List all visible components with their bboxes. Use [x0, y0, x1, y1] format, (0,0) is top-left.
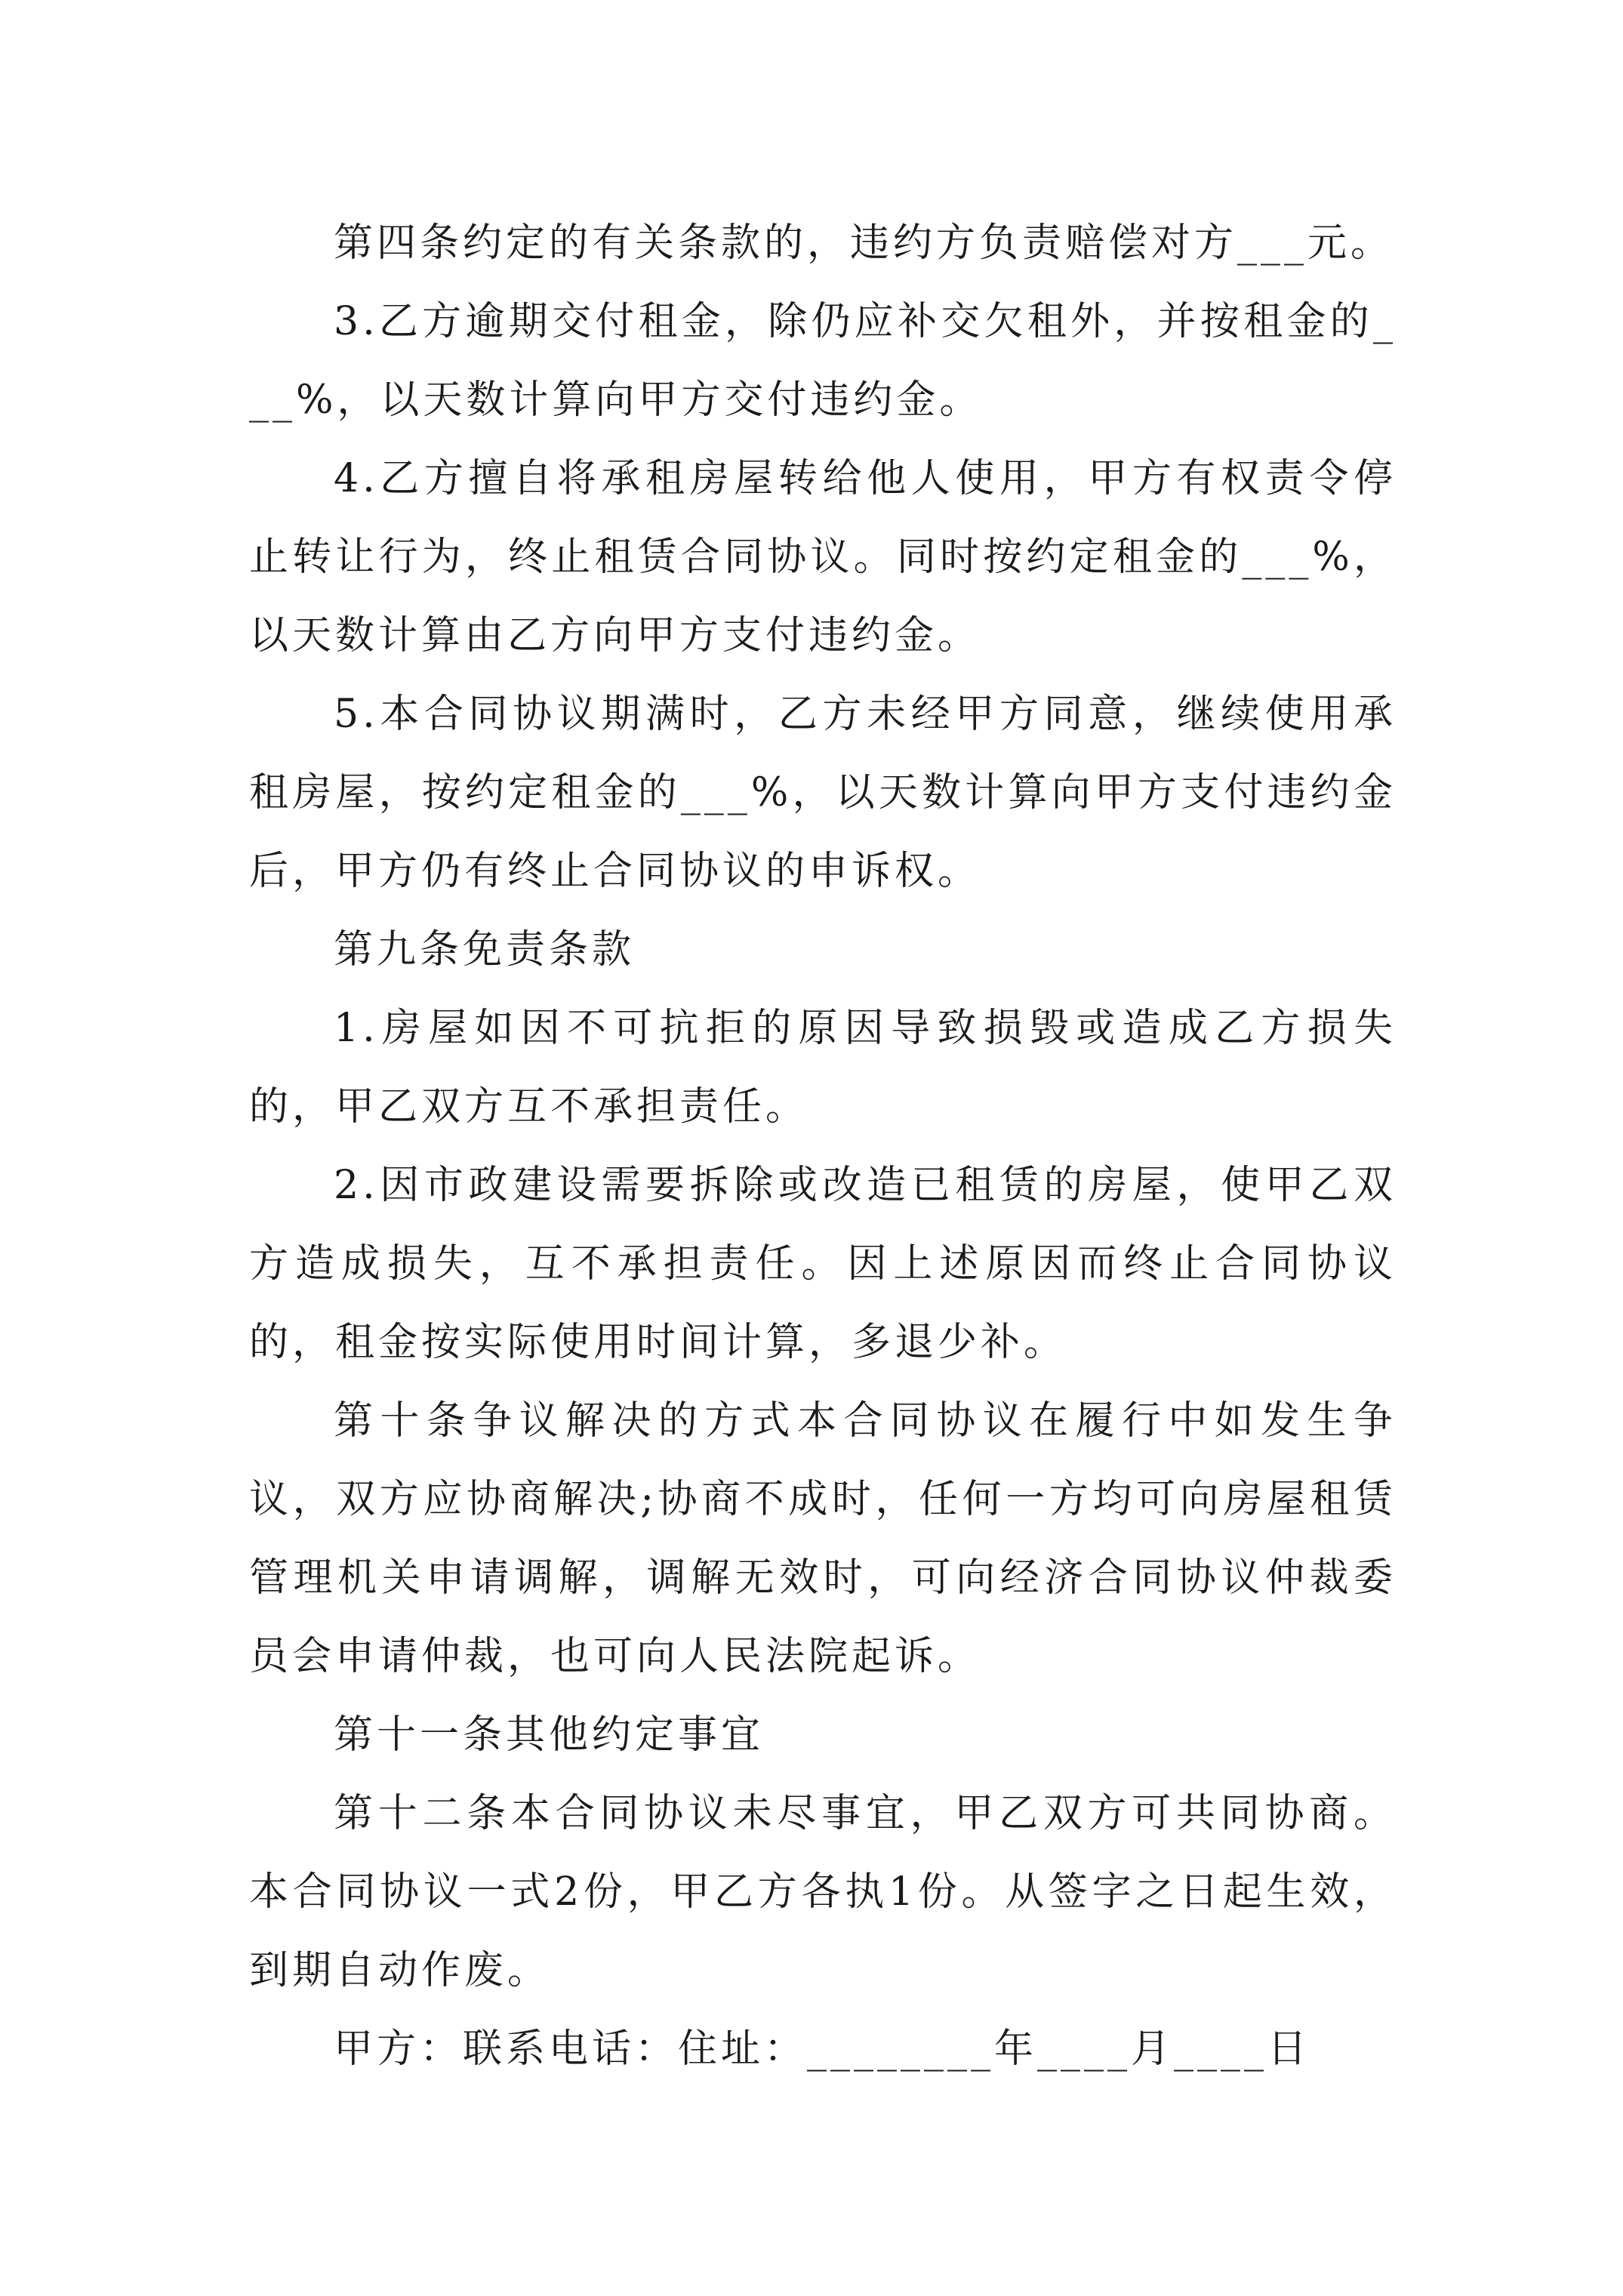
paragraph-unauthorized-sublet: 4.乙方擅自将承租房屋转给他人使用，甲方有权责令停止转让行为，终止租赁合同协议。同时按约定租金的___%，以天数计算由乙方向甲方支付违约金。 — [249, 456, 1397, 658]
paragraph-late-rent-penalty: 3.乙方逾期交付租金，除仍应补交欠租外，并按租金的___%，以天数计算向甲方交付违约金。 — [249, 299, 1397, 423]
heading-clause-11-other: 第十一条其他约定事宜 — [334, 1712, 765, 1758]
paragraph-force-majeure: 1.房屋如因不可抗拒的原因导致损毁或造成乙方损失的，甲乙双方互不承担责任。 — [249, 1006, 1397, 1130]
signature-line: 甲方：联系电话：住址：________年____月____日 — [334, 2026, 1311, 2072]
paragraph-clause-12-misc: 第十二条本合同协议未尽事宜，甲乙双方可共同协商。本合同协议一式2份，甲乙方各执1份。从签字之日起生效，到期自动作废。 — [249, 1791, 1397, 1993]
heading-clause-9-exemption: 第九条免责条款 — [334, 927, 636, 972]
paragraph-overstay-penalty: 5.本合同协议期满时，乙方未经甲方同意，继续使用承租房屋，按约定租金的___%，以天数计算向甲方支付违约金后，甲方仍有终止合同协议的申诉权。 — [249, 692, 1397, 894]
paragraph-clause-10-dispute: 第十条争议解决的方式本合同协议在履行中如发生争议，双方应协商解决;协商不成时，任何一方均可向房屋租赁管理机关申请调解，调解无效时，可向经济合同协议仲裁委员会申请仲裁，也可向人民法院起诉。 — [249, 1398, 1397, 1679]
paragraph-municipal-demolition: 2.因市政建设需要拆除或改造已租赁的房屋，使甲乙双方造成损失，互不承担责任。因上述原因而终止合同协议的，租金按实际使用时间计算，多退少补。 — [249, 1163, 1397, 1365]
document-body — [249, 204, 1397, 2088]
paragraph-clause-4-compensation: 第四条约定的有关条款的，违约方负责赔偿对方___元。 — [334, 220, 1394, 266]
